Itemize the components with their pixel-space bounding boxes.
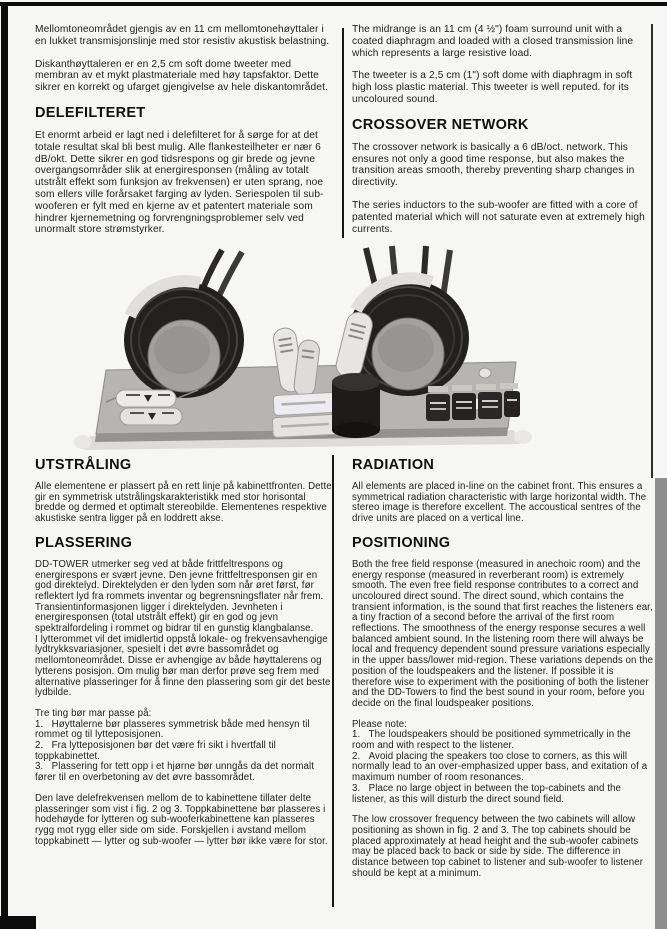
scan-edge-left [1,2,8,929]
note-intro-en: Please note: [352,718,408,730]
paragraph-midrange-en: The midrange is an 11 cm (4 ½") foam surround unit with a coated diaphragm and loaded with a closed transmission line which represents a large resistive load. [352,24,634,59]
right-column-bottom [352,455,656,890]
scan-edge-right-band [655,478,667,929]
list-item-no-3: 3. Plassering for tett opp i et hjørne bør unngås da det normalt fører til en overbetoning av det øvre bassområdet. [35,761,315,784]
board-foot [514,430,532,444]
heading-plassering: PLASSERING [35,534,133,551]
crossover-board-photo [36,244,636,456]
scan-edge-bottom-left [0,916,36,929]
left-column-top [35,24,333,247]
note-intro-no: Tre ting bør mar passe på: [35,707,152,719]
crossover-board-illustration [36,244,636,456]
paragraph-plassering-3: Den lave delefrekvensen mellom de to kabinettene tillater delte plasseringer som vist i fig. 2 og 3. Toppkabinettene bør plasseres i hodehøyde for lytteren og sub-wooferkabinettene kan plasseres rygg mot rygg eller side om side. Forskjellen i avstand mellom toppkabinett — lytter og sub-woofer — lytter bør ikke være for stor. [35,792,328,847]
heading-positioning: POSITIONING [352,534,451,551]
list-item-no-2: 2. Fra lytteposisjonen bør det være fri sikt i hvertfall til toppkabinettet. [35,740,276,762]
board-foot [74,435,92,449]
mounting-hole [479,368,491,378]
list-item-en-3: 3. Place no large object in between the top-cabinets and the listener, as this will disturb the direct sound field. [352,782,622,805]
list-item-en-2: 2. Avoid placing the speakers too close to corners, as this will normally lead to an over-emphasized upper bass, and exitation of a maximum number of room resonances. [352,750,648,784]
paragraph-tweeter-no: Diskanthøyttaleren er en 2,5 cm soft dome tweeter med membran av et mykt plastmateriale med høy tapsfaktor. Dette sikrer en korrekt og ufarget gjengivelse av hele diskantområdet. [35,58,328,94]
paragraph-midrange-no: Mellomtoneområdet gjengis av en 11 cm mellomtonehøyttaler i en lukket transmisjonslinje med stor resistiv akustisk belastning. [35,24,330,47]
right-column-top [352,24,654,246]
paragraph-crossover-2: The series inductors to the sub-woofer are fitted with a core of patented material which will not saturate even at extremely high currents. [352,199,645,235]
paragraph-plassering-1: DD-TOWER utmerker seg ved at både frittfeltrespons og energirespons er svært jevne. Den jevne frittfeltresponsen gir en god direktelyd. Direktelyden er den lyden som når øret først, før reflektert lyd fra rommets inventar og begrensningsflater når frem. Transientinformasjonen ligger i direktelyden. Jevnheten i energiresponsen (total utstrålt effekt) gir en god og jevn spektralfordeling i rommet og bidrar til en gunstig klangbalanse. [35,558,324,635]
paragraph-tweeter-en: The tweeter is a 2,5 cm (1") soft dome with diaphragm in soft high loss plastic material. This tweeter is well reputed. for its uncoloured sound. [352,70,633,105]
list-item-en-1: 1. The loudspeakers should be positioned symmetrically in the room and with respect to the listener. [352,729,631,752]
paragraph-delefilteret: Et enormt arbeid er lagt ned i delefilteret for å sørge for at det totale resultat skal bli best mulig. Alle flankesteilheter er nær 6 dB/okt. Dette sikrer en god tidsrespons og gir brede og jevne overgangsområder slik at energiresponsen (måling av totalt utstrålt effekt som funksjon av frekvensen) er uten sprang, noe som ellers ville forårsaket farging av lyden. Seriespolen til sub-wooferen er fylt med en kjerne av et patentert materiale som hindrer kjernemetning og forvrengningsproblemer selv ved unormalt store strømstyrker. [35,129,324,236]
left-column-bottom [35,455,333,857]
paragraph-plassering-2: I lytterommet vil det imidlertid oppstå lokale- og frekvensavhengige lydtrykksvariasjoner, spesielt i det øvre bassområdet og mellomtoneområdet. Disse er avhengige av både høyttalerens og lytterens posisjon. Om mulig bør man derfor prøve seg frem med alternative plasseringer for å finne den plassering som gir det beste lydbilde. [35,633,331,699]
list-item-no-1: 1. Høyttalerne bør plasseres symmetrisk både med hensyn til rommet og til lytteposisjonen. [35,718,310,741]
paragraph-positioning-2: The low crossover frequency between the two cabinets will allow positioning as shown in fig. 2 and 3. The top cabinets should be placed approximately at head height and the sub-woofer cabinets may be placed back to back or side by side. The difference in distance between top cabinet to listener and sub-woofer to listener should be kept at a minimum. [352,814,644,879]
paragraph-positioning: Both the free field response (measured in anechoic room) and the energy response (measured in reverberant room) is extremely smooth. The even free field response contributes to a correct and uncoloured direct sound. The direct sound, which contains the transient information, is the sound that first reaches the listeners ear, a tiny fraction of a second before the arrival of the first room reflections. The smoothness of the energy response secures a well balanced ambient sound. In the listening room there will always be local and frequency dependent sound pressure variations especially in the upper bass/lower mid-region. These variations depends on the position of the loudspeakers and the listener. If possible it is therefore wise to experiment with the positioning of both the listener and the DD-Towers to find the best sound in your room, before you decide on the final loudspeaker positions. [352,558,654,709]
heading-delefilteret: DELEFILTERET [35,104,146,121]
scan-edge-top [0,2,667,6]
column-divider-top [342,28,344,238]
heading-radiation: RADIATION [352,457,435,473]
paragraph-utstraling: Alle elementene er plassert på en rett linje på kabinettfronten. Dette gir en symmetrisk utstrålingskarakteristikk med stor horisontal bredde og dermed et optimalt stereobilde. Elementenes respektive akustiske sentra ligger på en loddrett akse. [35,481,332,525]
heading-crossover-network: CROSSOVER NETWORK [352,116,529,133]
paragraph-crossover-1: The crossover network is basically a 6 dB/oct. network. This ensures not only a good time response, but also makes the transition areas smooth, thereby preventing sharp changes in directivity. [352,141,635,189]
heading-utstraling: UTSTRÅLING [35,457,132,473]
inductor-coil-left [124,250,244,398]
paragraph-radiation: All elements are placed in-line on the cabinet front. This ensures a symmetrical radiation characteristic with large horizontal width. The stereo image is therefore excellent. The accoustical sentres of the drive units are placed on a vertical line. [352,481,647,525]
